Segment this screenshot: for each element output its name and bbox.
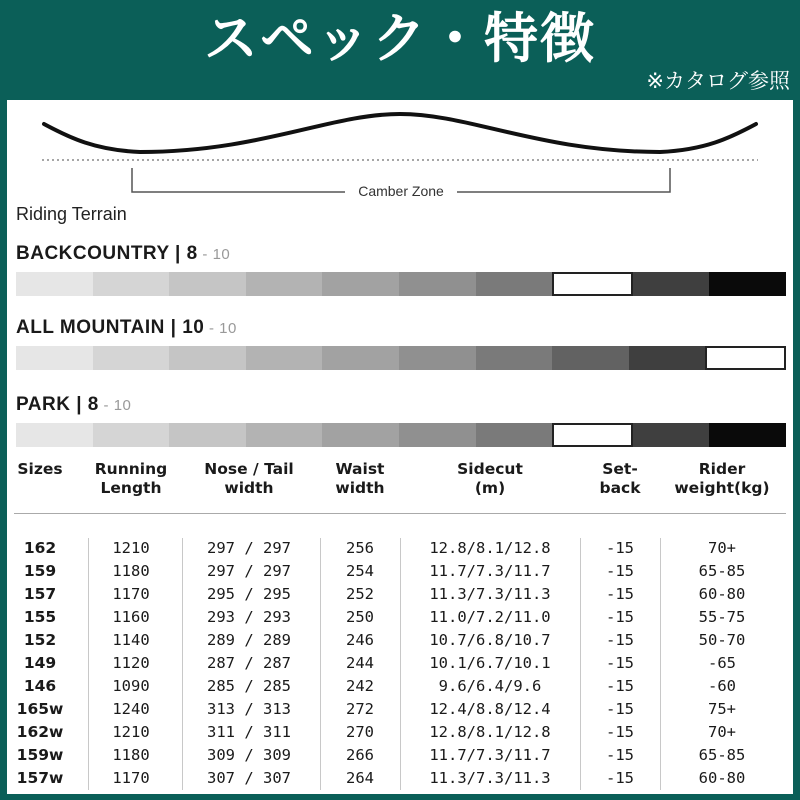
table-cell: -15 [606, 654, 634, 672]
scale-segment [322, 346, 399, 370]
table-cell: 1210 [112, 723, 150, 741]
table-row [0, 629, 800, 652]
scale-segment [322, 272, 399, 296]
table-cell: 60-80 [698, 769, 746, 787]
table-cell: 246 [346, 631, 374, 649]
table-cell: 60-80 [698, 585, 746, 603]
scale-segment [93, 272, 170, 296]
table-cell: 1120 [112, 654, 150, 672]
table-cell: 1180 [112, 562, 150, 580]
scale-segment [322, 423, 399, 447]
table-cell: -15 [606, 631, 634, 649]
table-cell: 65-85 [698, 562, 746, 580]
header-setback: Set- back [599, 460, 641, 497]
table-cell: 297 / 297 [207, 539, 291, 557]
table-row [0, 744, 800, 767]
table-cell: -65 [708, 654, 736, 672]
table-row [0, 652, 800, 675]
scale-segment [552, 272, 633, 296]
table-cell: 157 [23, 585, 57, 603]
table-cell: 1140 [112, 631, 150, 649]
table-cell: 50-70 [698, 631, 746, 649]
table-cell: 11.7/7.3/11.7 [429, 562, 551, 580]
scale-segment [16, 346, 93, 370]
scale-segment [169, 423, 246, 447]
catalog-note: ※カタログ参照 [646, 69, 790, 93]
header-sizes: Sizes [17, 460, 63, 478]
table-cell: 165w [16, 700, 64, 718]
all-mountain-label [16, 317, 237, 339]
table-cell: -15 [606, 562, 634, 580]
table-row [0, 767, 800, 790]
table-cell: 293 / 293 [207, 608, 291, 626]
scale-segment [246, 423, 323, 447]
table-cell: -15 [606, 723, 634, 741]
scale-segment [246, 272, 323, 296]
table-cell: 155 [23, 608, 57, 626]
scale-segment [629, 346, 706, 370]
table-row [0, 537, 800, 560]
table-cell: 159 [23, 562, 57, 580]
table-cell: -60 [708, 677, 736, 695]
backcountry-label [16, 243, 230, 265]
table-cell: 254 [346, 562, 374, 580]
table-cell: 12.4/8.8/12.4 [429, 700, 551, 718]
table-cell: 70+ [708, 723, 736, 741]
table-row [0, 698, 800, 721]
table-cell: 285 / 285 [207, 677, 291, 695]
table-cell: -15 [606, 746, 634, 764]
table-cell: 311 / 311 [207, 723, 291, 741]
table-cell: 242 [346, 677, 374, 695]
scale-segment [476, 346, 553, 370]
table-cell: 11.3/7.3/11.3 [429, 585, 551, 603]
backcountry-scale [16, 272, 786, 296]
scale-segment [552, 346, 629, 370]
table-cell: 159w [16, 746, 64, 764]
header-rider-weight: Rider weight(kg) [674, 460, 770, 497]
table-cell: -15 [606, 539, 634, 557]
scale-segment [169, 272, 246, 296]
scale-segment [633, 423, 710, 447]
scale-segment [399, 272, 476, 296]
table-cell: 289 / 289 [207, 631, 291, 649]
scale-segment [552, 423, 633, 447]
table-cell: -15 [606, 608, 634, 626]
camber-zone-label: Camber Zone [345, 182, 457, 200]
table-cell: 12.8/8.1/12.8 [429, 723, 551, 741]
table-cell: 70+ [708, 539, 736, 557]
table-cell: -15 [606, 769, 634, 787]
park-label [16, 394, 131, 416]
table-row [0, 583, 800, 606]
table-cell: 149 [23, 654, 57, 672]
table-header-separator [14, 513, 786, 514]
scale-segment [709, 272, 786, 296]
scale-segment [93, 346, 170, 370]
scale-segment [705, 346, 786, 370]
scale-segment [476, 272, 553, 296]
backcountry-name: BACKCOUNTRY | 8 [16, 243, 198, 264]
table-cell: 9.6/6.4/9.6 [438, 677, 542, 695]
scale-segment [399, 346, 476, 370]
table-cell: 11.3/7.3/11.3 [429, 769, 551, 787]
board-profile-curve [44, 114, 756, 152]
table-cell: 75+ [708, 700, 736, 718]
table-cell: 1090 [112, 677, 150, 695]
table-cell: 270 [346, 723, 374, 741]
scale-segment [93, 423, 170, 447]
table-cell: 1210 [112, 539, 150, 557]
header-nose-tail-width: Nose / Tail width [204, 460, 294, 497]
park-range: - 10 [98, 397, 132, 414]
table-cell: 252 [346, 585, 374, 603]
table-cell: 266 [346, 746, 374, 764]
table-row [0, 606, 800, 629]
scale-segment [399, 423, 476, 447]
table-cell: 297 / 297 [207, 562, 291, 580]
backcountry-range: - 10 [197, 246, 231, 263]
table-cell: 309 / 309 [207, 746, 291, 764]
riding-terrain-title: Riding Terrain [16, 204, 127, 224]
table-cell: 12.8/8.1/12.8 [429, 539, 551, 557]
scale-segment [633, 272, 710, 296]
table-cell: 162 [23, 539, 57, 557]
table-cell: 1170 [112, 585, 150, 603]
table-cell: 264 [346, 769, 374, 787]
all-mountain-range: - 10 [204, 320, 237, 337]
table-cell: 55-75 [698, 608, 746, 626]
header-waist-width: Waist width [335, 460, 385, 497]
page-title: スペック・特徴 [204, 7, 596, 70]
table-cell: 65-85 [698, 746, 746, 764]
park-name: PARK | 8 [16, 394, 99, 415]
table-cell: 146 [23, 677, 57, 695]
table-cell: -15 [606, 700, 634, 718]
table-cell: 1180 [112, 746, 150, 764]
table-cell: -15 [606, 585, 634, 603]
header-running-length: Running Length [94, 460, 168, 497]
header-sidecut: Sidecut (m) [457, 460, 523, 497]
table-cell: 162w [16, 723, 64, 741]
table-cell: -15 [606, 677, 634, 695]
table-cell: 157w [16, 769, 64, 787]
table-cell: 152 [23, 631, 57, 649]
table-cell: 272 [346, 700, 374, 718]
table-cell: 1160 [112, 608, 150, 626]
scale-segment [16, 272, 93, 296]
scale-segment [169, 346, 246, 370]
scale-segment [246, 346, 323, 370]
table-cell: 10.1/6.7/10.1 [429, 654, 551, 672]
table-cell: 307 / 307 [207, 769, 291, 787]
table-cell: 1240 [112, 700, 150, 718]
table-cell: 11.7/7.3/11.7 [429, 746, 551, 764]
park-scale [16, 423, 786, 447]
scale-segment [16, 423, 93, 447]
scale-segment [476, 423, 553, 447]
table-cell: 10.7/6.8/10.7 [429, 631, 551, 649]
table-cell: 244 [346, 654, 374, 672]
frame-bottom [0, 794, 800, 800]
all-mountain-scale [16, 346, 786, 370]
table-cell: 1170 [112, 769, 150, 787]
table-cell: 295 / 295 [207, 585, 291, 603]
table-cell: 250 [346, 608, 374, 626]
table-row [0, 721, 800, 744]
all-mountain-name: ALL MOUNTAIN | 10 [16, 317, 205, 338]
table-cell: 287 / 287 [207, 654, 291, 672]
table-row [0, 675, 800, 698]
table-cell: 256 [346, 539, 374, 557]
table-row [0, 560, 800, 583]
scale-segment [709, 423, 786, 447]
table-cell: 11.0/7.2/11.0 [429, 608, 551, 626]
table-cell: 313 / 313 [207, 700, 291, 718]
